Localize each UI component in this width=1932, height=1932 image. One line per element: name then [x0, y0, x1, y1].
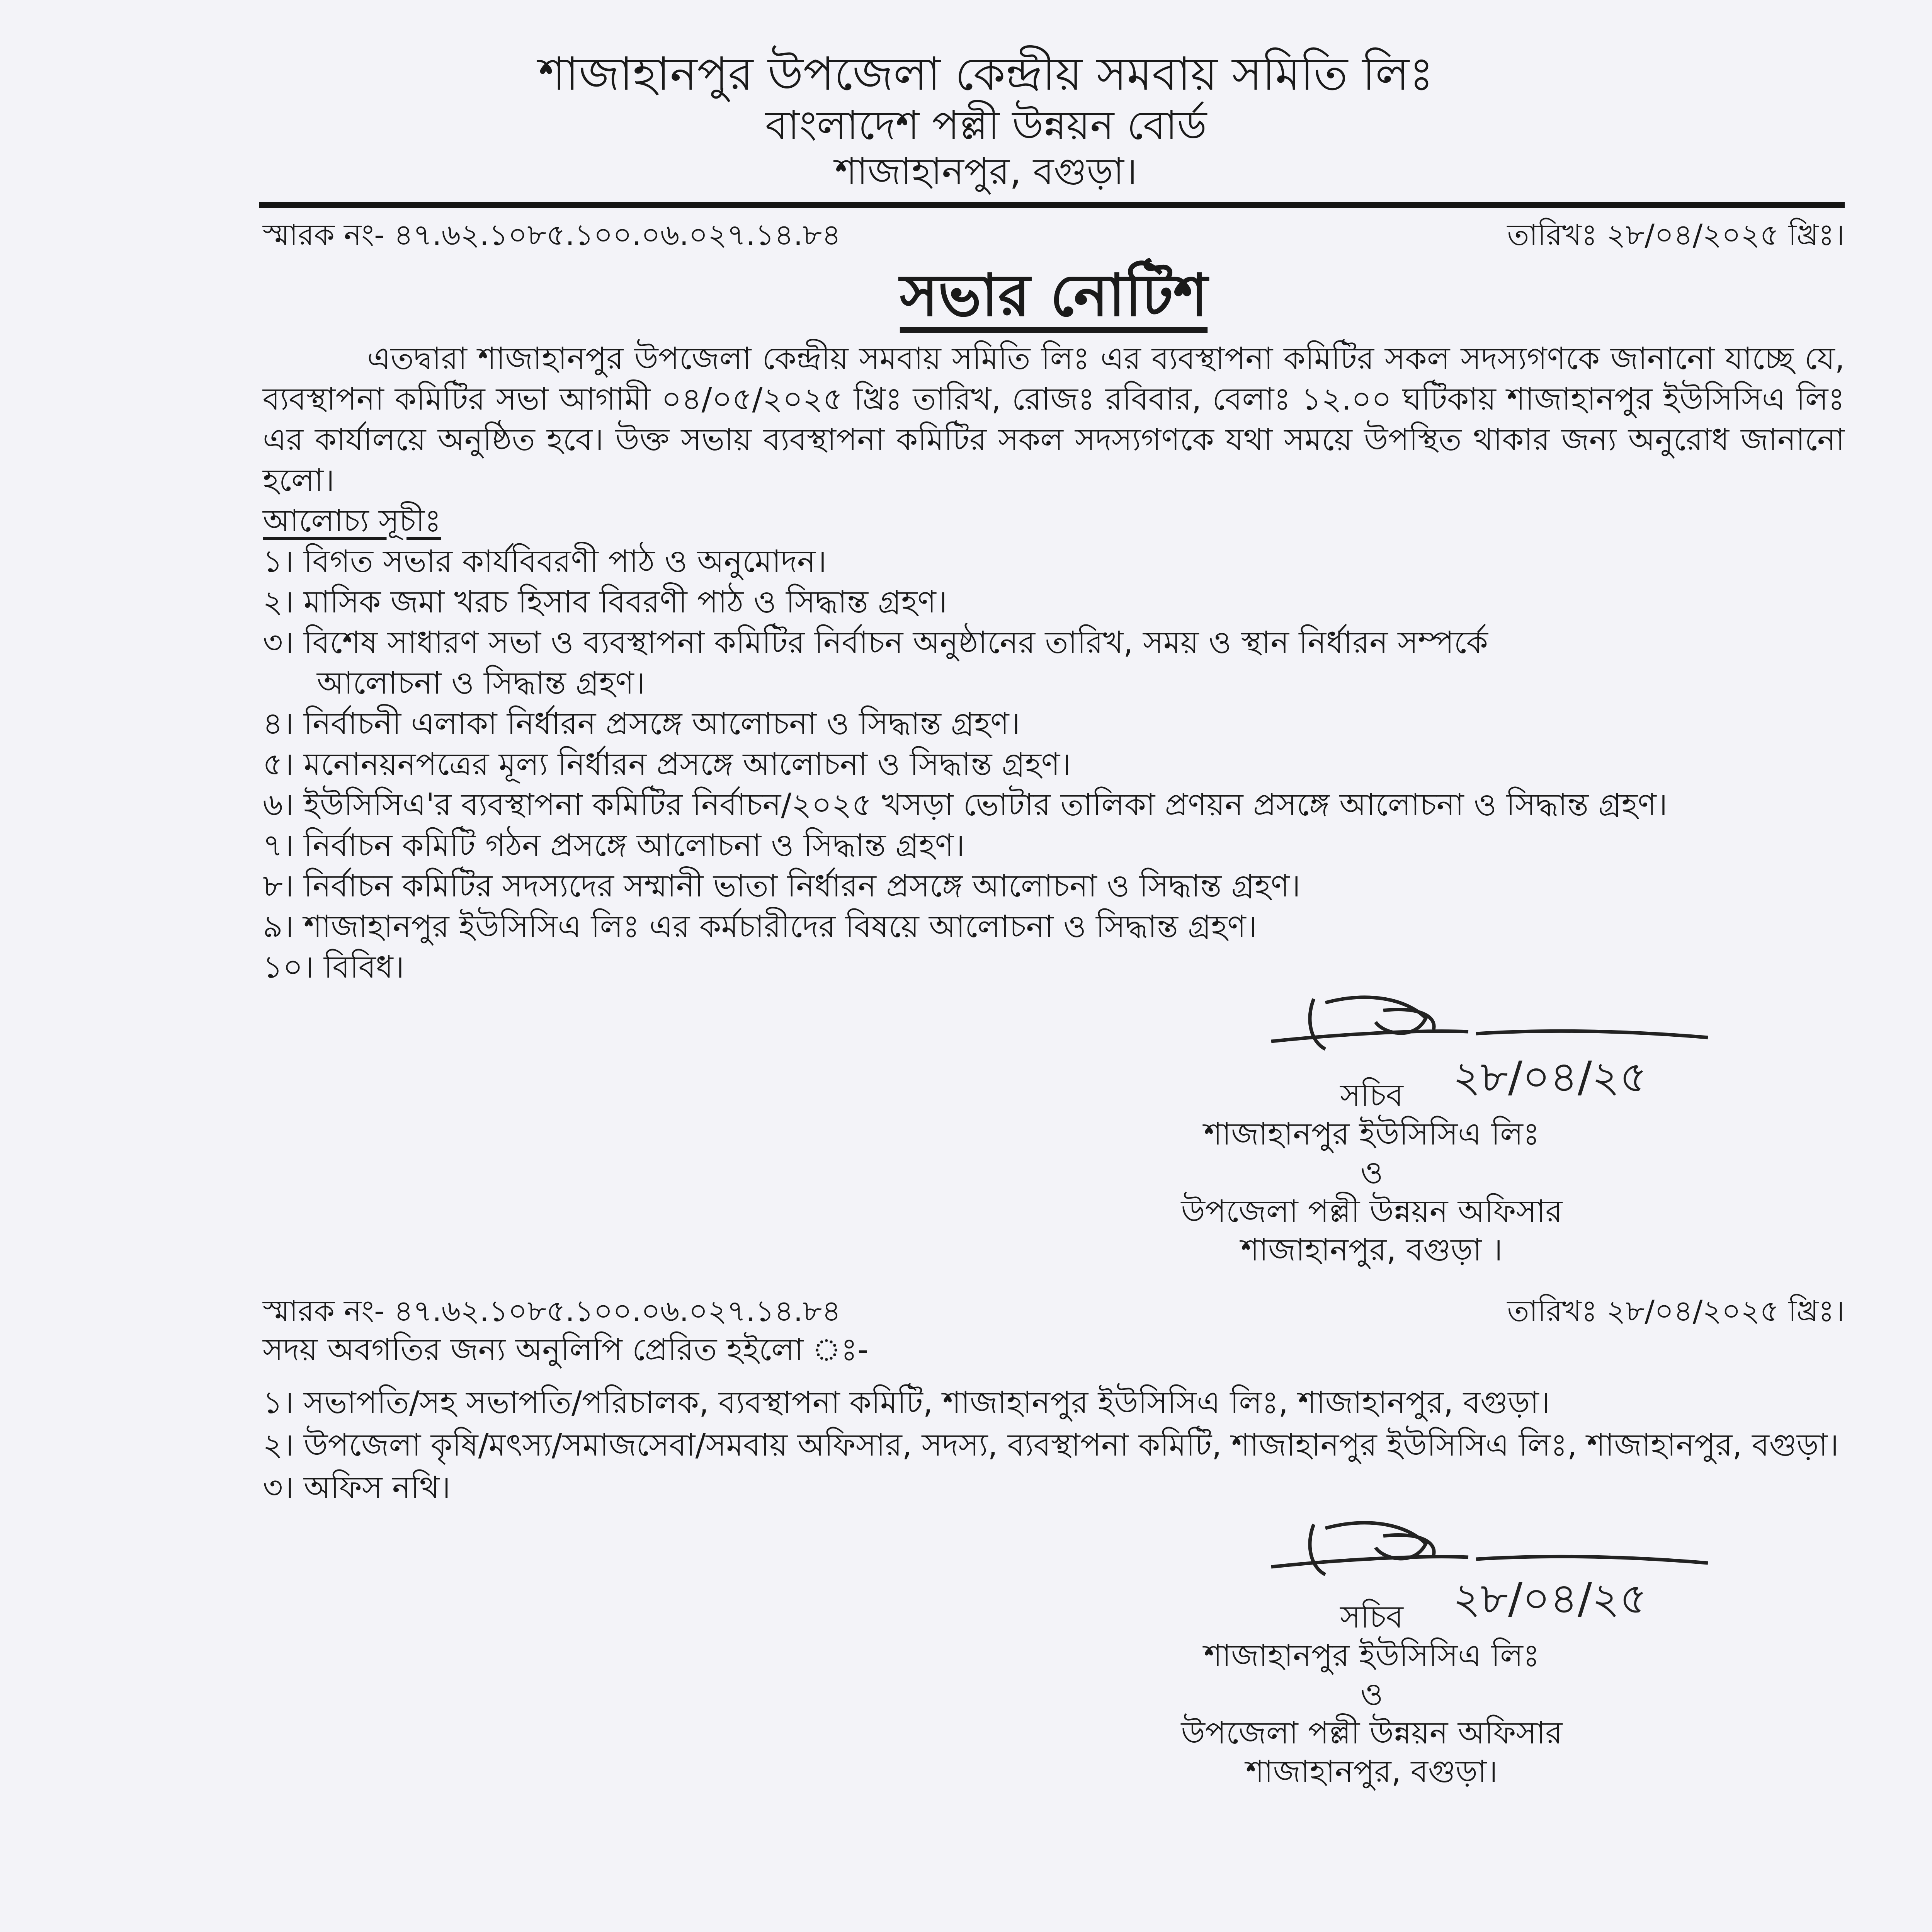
signature-area-1 — [1121, 987, 1647, 1269]
agenda-item: ৫। মনোনয়নপত্রের মূল্য নির্ধারন প্রসঙ্গে আলোচনা ও সিদ্ধান্ত গ্রহণ। — [263, 746, 1071, 782]
memo-row-copy — [263, 1293, 1845, 1329]
signatory-block-1 — [1121, 1076, 1623, 1269]
agenda-item: ৬। ইউসিসিএ'র ব্যবস্থাপনা কমিটির নির্বাচন/২০২৫ খসড়া ভোটার তালিকা প্রণয়ন প্রসঙ্গে আলোচনা ও সিদ্ধান্ত গ্রহণ। — [263, 787, 1668, 823]
memo-date: তারিখঃ ২৮/০৪/২০২৫ খ্রিঃ। — [1507, 218, 1845, 252]
org-name: শাজাহানপুর উপজেলা কেন্দ্রীয় সমবায় সমিতি লিঃ — [538, 47, 1434, 100]
agenda-item: ২। মাসিক জমা খরচ হিসাব বিবরণী পাঠ ও সিদ্ধান্ত গ্রহণ। — [263, 584, 947, 620]
signatory-place: শাজাহানপুর, বগুড়া । — [1241, 1232, 1503, 1268]
notice-title: সভার নোটিশ — [900, 262, 1208, 329]
copy-item: ২। উপজেলা কৃষি/মৎস্য/সমাজসেবা/সমবায় অফিসার, সদস্য, ব্যবস্থাপনা কমিটি, শাজাহানপুর ইউসিসিএ লিঃ, শাজাহানপুর, বগুড়া। — [263, 1427, 1839, 1463]
agenda-item: ১। বিগত সভার কার্যবিবরণী পাঠ ও অনুমোদন। — [263, 543, 827, 579]
board-name: বাংলাদেশ পল্লী উন্নয়ন বোর্ড — [765, 102, 1207, 149]
agenda-item: ৭। নির্বাচন কমিটি গঠন প্রসঙ্গে আলোচনা ও সিদ্ধান্ত গ্রহণ। — [263, 827, 965, 863]
notice-body: এতদ্বারা শাজাহানপুর উপজেলা কেন্দ্রীয় সমবায় সমিতি লিঃ এর ব্যবস্থাপনা কমিটির সকল সদস্যগণকে জানানো যাচ্ছে যে, ব্যবস্থাপনা কমিটির সভা আগামী ০৪/০৫/২০২৫ খ্রিঃ তারিখ, রোজঃ রবিবার, বেলাঃ ১২.০০ ঘটিকায় শাজাহানপুর ইউসিসিএ লিঃ এর কার্যালয়ে অনুষ্ঠিত হবে। উক্ত সভায় ব্যবস্থাপনা কমিটির সকল সদস্যগণকে যথা সময়ে উপস্থিত থাকার জন্য অনুরোধ জানানো হলো। — [263, 340, 1845, 498]
signatory-office: উপজেলা পল্লী উন্নয়ন অফিসার — [1181, 1193, 1563, 1229]
agenda-label: আলোচ্য সূচীঃ — [263, 503, 441, 539]
memo-row — [263, 216, 1845, 253]
copy-item: ৩। অফিস নথি। — [263, 1469, 451, 1505]
spacer — [263, 1269, 1845, 1293]
signatory-and: ও — [1360, 1676, 1383, 1712]
signatory-org: শাজাহানপুর ইউসিসিএ লিঃ — [1204, 1638, 1540, 1673]
agenda-item-continuation: আলোচনা ও সিদ্ধান্ত গ্রহণ। — [317, 665, 645, 701]
copy-item: ১। সভাপতি/সহ সভাপতি/পরিচালক, ব্যবস্থাপনা কমিটি, শাজাহানপুর ইউসিসিএ লিঃ, শাজাহানপুর, বগুড়া। — [263, 1384, 1550, 1420]
agenda-item: ৮। নির্বাচন কমিটির সদস্যদের সম্মানী ভাতা নির্ধারন প্রসঙ্গে আলোচনা ও সিদ্ধান্ত গ্রহণ। — [263, 868, 1301, 904]
signature-area-2 — [1121, 1509, 1647, 1791]
header-divider — [259, 202, 1845, 208]
signature-2 — [1267, 1505, 1716, 1621]
agenda-item: ৩। বিশেষ সাধারণ সভা ও ব্যবস্থাপনা কমিটির নির্বাচন অনুষ্ঠানের তারিখ, সময় ও স্থান নির্ধারন সম্পর্কে — [263, 624, 1488, 660]
signatory-org: শাজাহানপুর ইউসিসিএ লিঃ — [1204, 1116, 1540, 1152]
signatory-title: সচিব — [1340, 1077, 1403, 1113]
signatory-place: শাজাহানপুর, বগুড়া। — [1246, 1753, 1498, 1789]
signatory-title: সচিব — [1340, 1599, 1403, 1635]
copy-intro: সদয় অবগতির জন্য অনুলিপি প্রেরিত হইলো ঃ- — [263, 1332, 869, 1367]
memo-number-copy: স্মারক নং- ৪৭.৬২.১০৮৫.১০০.০৬.০২৭.১৪.৮৪ — [263, 1294, 841, 1328]
memo-date-copy: তারিখঃ ২৮/০৪/২০২৫ খ্রিঃ। — [1507, 1294, 1845, 1328]
signature-1 — [1267, 983, 1716, 1099]
agenda-item: ৪। নির্বাচনী এলাকা নির্ধারন প্রসঙ্গে আলোচনা ও সিদ্ধান্ত গ্রহণ। — [263, 706, 1020, 742]
signatory-office: উপজেলা পল্লী উন্নয়ন অফিসার — [1181, 1715, 1563, 1751]
signatory-and: ও — [1360, 1155, 1383, 1190]
org-location: শাজাহানপুর, বগুড়া। — [835, 150, 1138, 193]
memo-number: স্মারক নং- ৪৭.৬২.১০৮৫.১০০.০৬.০২৭.১৪.৮৪ — [263, 218, 841, 252]
signature-date: ২৮/০৪/২৫ — [1453, 1052, 1647, 1099]
signature-date: ২৮/০৪/২৫ — [1453, 1574, 1647, 1621]
signatory-block-2 — [1121, 1598, 1623, 1791]
agenda-item: ১০। বিবিধ। — [263, 949, 405, 985]
agenda-item: ৯। শাজাহানপুর ইউসিসিএ লিঃ এর কর্মচারীদের বিষয়ে আলোচনা ও সিদ্ধান্ত গ্রহণ। — [263, 908, 1257, 944]
